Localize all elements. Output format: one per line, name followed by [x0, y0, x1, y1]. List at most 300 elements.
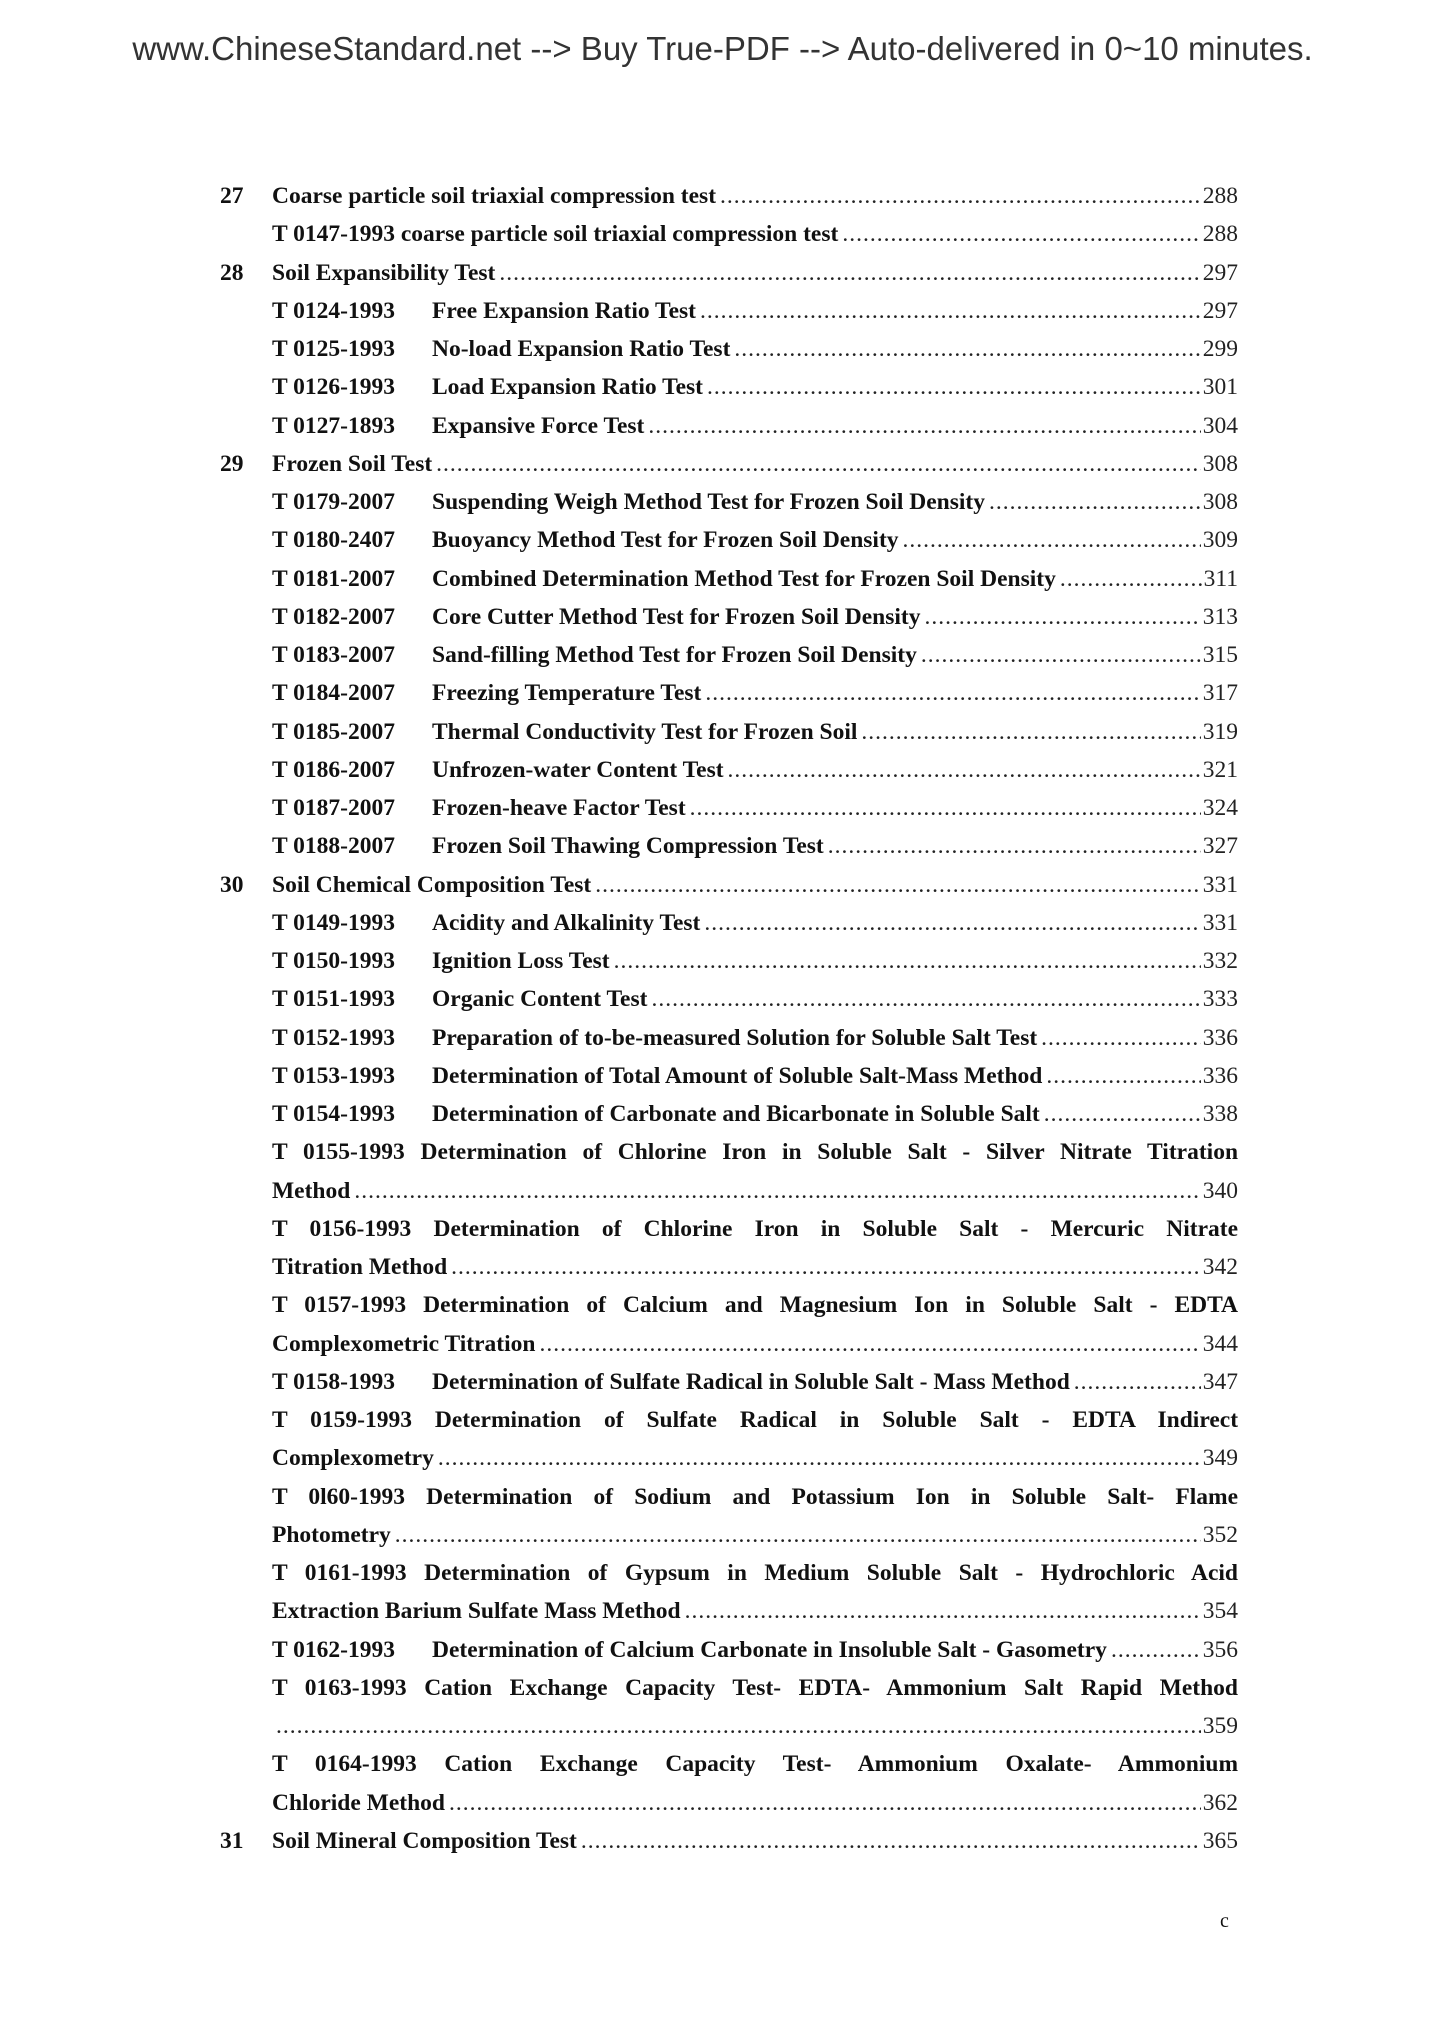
page-number: 333 [1202, 986, 1238, 1013]
entry-code: T 0l60-1993 [272, 1483, 406, 1510]
entry-content [272, 1019, 1238, 1057]
toc-entry[interactable] [220, 1363, 1238, 1401]
toc-entry-continuation[interactable] [220, 1172, 1238, 1210]
entry-title-wrap [272, 483, 985, 521]
entry-title: Cation Exchange Capacity Test- Ammonium Oxalate- Ammonium [444, 1751, 1238, 1778]
entry-code: T 0159-1993 [272, 1407, 412, 1433]
entry-title: Free Expansion Ratio Test [432, 297, 696, 324]
entry-code: T 0162-1993 [272, 1636, 395, 1663]
section-number: 28 [220, 259, 244, 286]
page-number: 349 [1202, 1445, 1238, 1472]
entry-title: Buoyancy Method Test for Frozen Soil Density [432, 527, 899, 554]
entry-code: T 0153-1993 [272, 1062, 395, 1089]
toc-entry[interactable] [220, 483, 1238, 521]
entry-title-line [272, 1401, 1238, 1439]
dot-leader [595, 866, 1201, 904]
entry-title: Determination of Carbonate and Bicarbonate in Soluble Salt [432, 1101, 1040, 1127]
dot-leader [924, 598, 1200, 636]
dot-leader [614, 942, 1201, 980]
entry-title-wrap [272, 751, 724, 789]
entry-title: Frozen Soil Thawing Compression Test [432, 833, 824, 860]
dot-leader [1060, 560, 1202, 598]
toc-entry[interactable] [220, 1210, 1238, 1248]
entry-content [272, 1363, 1238, 1401]
toc-entry[interactable] [220, 1631, 1238, 1669]
toc-entry[interactable] [220, 330, 1238, 368]
entry-title: Coarse particle soil triaxial compression test [272, 183, 717, 209]
entry-title-wrap [272, 980, 647, 1018]
entry-title-wrap [272, 407, 644, 445]
entry-content [272, 1784, 1238, 1822]
page-number: 304 [1202, 412, 1238, 439]
dot-leader [499, 254, 1200, 292]
entry-title-wrap [272, 1325, 535, 1363]
entry-title-line [272, 1478, 1238, 1516]
entry-line [272, 368, 1238, 406]
toc-entry-continuation[interactable] [220, 1784, 1238, 1822]
entry-line [272, 751, 1238, 789]
entry-line [272, 560, 1238, 598]
entry-content [272, 1439, 1238, 1477]
toc-entry[interactable] [220, 1669, 1238, 1707]
dot-leader [395, 1516, 1201, 1554]
toc-entry-continuation[interactable] [220, 1707, 1238, 1745]
dot-leader [1074, 1363, 1201, 1401]
toc-entry[interactable] [220, 751, 1238, 789]
entry-title-line [272, 1554, 1238, 1592]
entry-title: Determination of Chlorine Iron in Soluble Salt - Mercuric Nitrate [433, 1215, 1238, 1242]
page-number: 309 [1202, 527, 1238, 554]
entry-title-wrap [272, 1019, 1037, 1057]
toc-entry[interactable] [220, 1401, 1238, 1439]
entry-content [272, 1745, 1238, 1783]
entry-line [272, 598, 1238, 636]
entry-line [272, 407, 1238, 445]
section-number: 30 [220, 871, 244, 898]
toc-entry[interactable] [220, 904, 1238, 942]
entry-code: T 0179-2007 [272, 489, 395, 515]
dot-leader [438, 1439, 1201, 1477]
entry-line [272, 674, 1238, 712]
toc-entry[interactable] [220, 980, 1238, 1018]
entry-title-wrap [272, 827, 824, 865]
entry-line [272, 1172, 1238, 1210]
entry-line [272, 1095, 1238, 1133]
entry-code: T 0155-1993 [272, 1139, 405, 1166]
entry-line [272, 177, 1238, 215]
entry-content [272, 598, 1238, 636]
entry-content [272, 330, 1238, 368]
entry-title-wrap [272, 674, 701, 712]
entry-content [272, 713, 1238, 751]
entry-title: Soil Mineral Composition Test [272, 1827, 577, 1854]
entry-title-wrap [272, 1439, 434, 1477]
toc-entry[interactable] [220, 560, 1238, 598]
toc-entry[interactable] [220, 1019, 1238, 1057]
entry-title: Preparation of to-be-measured Solution for Soluble Salt Test [432, 1024, 1038, 1051]
entry-title: Determination of Sulfate Radical in Soluble Salt - EDTA Indirect [434, 1407, 1238, 1433]
entry-code: T 0157-1993 [272, 1292, 407, 1319]
entry-content [272, 521, 1238, 559]
dot-leader [581, 1822, 1201, 1860]
entry-title: Load Expansion Ratio Test [432, 374, 703, 401]
dot-leader [1046, 1057, 1200, 1095]
entry-content [272, 1669, 1238, 1707]
toc-entry-continuation[interactable] [220, 1516, 1238, 1554]
toc-entry[interactable] [220, 521, 1238, 559]
entry-content [272, 1325, 1238, 1363]
entry-line [272, 215, 1238, 253]
page-number: 362 [1202, 1789, 1238, 1816]
entry-code: T 0151-1993 [272, 986, 395, 1013]
entry-title: Determination of Sodium and Potassium Ion in Soluble Salt- Flame [426, 1483, 1238, 1510]
entry-content [272, 1095, 1238, 1133]
dot-leader [921, 636, 1201, 674]
header-banner: www.ChineseStandard.net --> Buy True-PDF --> Auto-delivered in 0~10 minutes. [132, 30, 1313, 67]
dot-leader [720, 177, 1201, 215]
entry-code: T 0149-1993 [272, 909, 395, 936]
dot-leader [651, 980, 1200, 1018]
dot-leader [707, 368, 1201, 406]
entry-line [272, 483, 1238, 521]
entry-title-wrap [272, 1822, 577, 1860]
toc-entry[interactable] [220, 1133, 1238, 1171]
entry-content [272, 483, 1238, 521]
entry-title: Freezing Temperature Test [432, 680, 702, 707]
entry-title-wrap [272, 1095, 1040, 1133]
page-number: 308 [1202, 489, 1238, 515]
toc-entry[interactable] [220, 177, 1238, 215]
entry-content [272, 1210, 1238, 1248]
entry-title-continued: Titration Method [272, 1254, 448, 1280]
entry-code: T 0124-1993 [272, 297, 395, 324]
entry-line [272, 1822, 1238, 1860]
entry-line [272, 827, 1238, 865]
dot-leader [903, 521, 1201, 559]
entry-title: Determination of Gypsum in Medium Soluble Salt - Hydrochloric Acid [424, 1560, 1238, 1586]
entry-title-wrap [272, 942, 610, 980]
entry-title-wrap [272, 789, 686, 827]
toc-entry[interactable] [220, 789, 1238, 827]
entry-line [272, 904, 1238, 942]
section-number: 31 [220, 1827, 244, 1854]
entry-content [272, 1631, 1238, 1669]
entry-line [272, 1592, 1238, 1630]
entry-content [272, 674, 1238, 712]
entry-code: T 0188-2007 [272, 833, 395, 860]
entry-title: Determination of Chlorine Iron in Soluble Salt - Silver Nitrate Titration [420, 1139, 1238, 1166]
entry-title-continued: Chloride Method [272, 1789, 445, 1816]
dot-leader [1041, 1019, 1201, 1057]
entry-content [272, 215, 1238, 253]
dot-leader [1044, 1095, 1201, 1133]
entry-title: Unfrozen-water Content Test [432, 756, 724, 783]
toc-entry-continuation[interactable] [220, 1325, 1238, 1363]
entry-title: Determination of Total Amount of Soluble Salt-Mass Method [432, 1062, 1043, 1089]
entry-line [272, 1057, 1238, 1095]
entry-content [272, 980, 1238, 1018]
entry-content [272, 866, 1238, 904]
entry-line [272, 1325, 1238, 1363]
entry-content [272, 789, 1238, 827]
entry-line [272, 1248, 1238, 1286]
page-number: 338 [1202, 1101, 1238, 1127]
entry-title: Soil Chemical Composition Test [272, 871, 592, 898]
entry-title-wrap [272, 1248, 447, 1286]
entry-title-line [272, 1669, 1238, 1707]
entry-title-wrap [272, 866, 591, 904]
entry-content [272, 1286, 1238, 1324]
entry-line [272, 942, 1238, 980]
dot-leader [648, 407, 1200, 445]
entry-title-wrap [272, 177, 716, 215]
entry-code: T 0154-1993 [272, 1101, 395, 1127]
entry-title-wrap [272, 904, 700, 942]
entry-line [272, 980, 1238, 1018]
entry-title: Expansive Force Test [432, 412, 645, 439]
entry-title-wrap [272, 330, 730, 368]
dot-leader [685, 1592, 1201, 1630]
entry-code: T 0161-1993 [272, 1560, 407, 1586]
entry-title: Determination of Calcium and Magnesium Ion in Soluble Salt - EDTA [423, 1292, 1238, 1319]
entry-content [272, 292, 1238, 330]
entry-code: T 0182-2007 [272, 603, 395, 630]
entry-line [272, 330, 1238, 368]
entry-title: Determination of Sulfate Radical in Soluble Salt - Mass Method [432, 1368, 1070, 1395]
entry-content [272, 177, 1238, 215]
dot-leader [451, 1248, 1201, 1286]
page-number: 299 [1202, 336, 1238, 362]
toc-entry[interactable] [220, 636, 1238, 674]
dot-leader [734, 330, 1200, 368]
entry-title-wrap [272, 713, 857, 751]
dot-leader [690, 789, 1201, 827]
entry-line [272, 636, 1238, 674]
entry-title-wrap [272, 636, 917, 674]
entry-title-line [272, 1745, 1238, 1783]
page-number: 288 [1202, 183, 1238, 209]
toc-entry[interactable] [220, 1057, 1238, 1095]
entry-title-wrap [272, 598, 920, 636]
dot-leader [842, 215, 1200, 253]
section-number: 27 [220, 183, 244, 209]
entry-content [272, 1172, 1238, 1210]
entry-code: T 0156-1993 [272, 1215, 412, 1242]
page-number: 311 [1203, 565, 1238, 592]
entry-title-wrap [272, 1592, 681, 1630]
toc-entry[interactable] [220, 827, 1238, 865]
entry-content [272, 942, 1238, 980]
dot-leader [1111, 1631, 1201, 1669]
dot-leader [989, 483, 1201, 521]
page-number: 288 [1202, 221, 1238, 248]
entry-title-wrap [272, 445, 432, 483]
toc-entry[interactable] [220, 254, 1238, 292]
entry-title-continued: Photometry [272, 1521, 391, 1548]
entry-line [272, 1363, 1238, 1401]
entry-line [272, 254, 1238, 292]
page-number: 331 [1202, 871, 1238, 898]
entry-title-continued: Method [272, 1177, 351, 1204]
entry-code: T 0163-1993 [272, 1674, 407, 1701]
entry-title: Soil Expansibility Test [272, 259, 496, 286]
page-number: 344 [1202, 1330, 1238, 1357]
entry-content [272, 1478, 1238, 1516]
page-number: 365 [1202, 1827, 1238, 1854]
entry-title-wrap [272, 560, 1056, 598]
entry-title-wrap [272, 254, 495, 292]
entry-content [272, 751, 1238, 789]
entry-content [272, 1401, 1238, 1439]
entry-content [272, 1057, 1238, 1095]
page-number: 297 [1202, 259, 1238, 286]
entry-title-wrap [272, 292, 696, 330]
entry-content [272, 827, 1238, 865]
entry-code: T 0187-2007 [272, 795, 395, 821]
entry-content [272, 1554, 1238, 1592]
dot-leader [354, 1172, 1200, 1210]
entry-code: T 0150-1993 [272, 948, 395, 974]
entry-title-continued: Extraction Barium Sulfate Mass Method [272, 1598, 681, 1625]
entry-title: Ignition Loss Test [432, 948, 610, 974]
entry-title: Cation Exchange Capacity Test- EDTA- Ammonium Salt Rapid Method [424, 1674, 1238, 1701]
entry-title-wrap [272, 1363, 1070, 1401]
entry-code: T 0164-1993 [272, 1751, 417, 1778]
page-number: 301 [1202, 374, 1238, 401]
entry-content [272, 1592, 1238, 1630]
page-number: 324 [1202, 795, 1238, 821]
entry-code: T 0185-2007 [272, 718, 395, 745]
entry-title: Thermal Conductivity Test for Frozen Soil [432, 718, 858, 745]
page-number: 327 [1202, 833, 1238, 860]
toc-entry[interactable] [220, 215, 1238, 253]
entry-line [272, 1707, 1238, 1745]
dot-leader [449, 1784, 1201, 1822]
entry-line [272, 866, 1238, 904]
entry-code: T 0126-1993 [272, 374, 395, 401]
entry-content [272, 445, 1238, 483]
dot-leader [728, 751, 1201, 789]
entry-code: T 0186-2007 [272, 756, 395, 783]
entry-line [272, 1516, 1238, 1554]
toc-entry[interactable] [220, 942, 1238, 980]
dot-leader [705, 674, 1200, 712]
entry-title-line [272, 1133, 1238, 1171]
page-number: 347 [1202, 1368, 1238, 1395]
toc-entry[interactable] [220, 1554, 1238, 1592]
entry-line [272, 521, 1238, 559]
entry-title-wrap [272, 215, 838, 253]
entry-content [272, 1822, 1238, 1860]
entry-title-line [272, 1210, 1238, 1248]
toc-entry[interactable] [220, 866, 1238, 904]
toc-entry[interactable] [220, 292, 1238, 330]
entry-line [272, 445, 1238, 483]
page-number: 308 [1202, 450, 1238, 477]
entry-title-wrap [272, 1516, 391, 1554]
entry-content [272, 1248, 1238, 1286]
entry-title: Acidity and Alkalinity Test [432, 909, 701, 936]
page-number: 332 [1202, 948, 1238, 974]
dot-leader [861, 713, 1200, 751]
toc-entry-continuation[interactable] [220, 1248, 1238, 1286]
page-number: 356 [1202, 1636, 1238, 1663]
toc-entry-continuation[interactable] [220, 1592, 1238, 1630]
toc-entry[interactable] [220, 1478, 1238, 1516]
page-number: 297 [1202, 297, 1238, 324]
page-number: 336 [1202, 1062, 1238, 1089]
toc-entry[interactable] [220, 713, 1238, 751]
entry-title-wrap [272, 368, 703, 406]
entry-content [272, 560, 1238, 598]
entry-line [272, 713, 1238, 751]
page-number: 359 [1202, 1713, 1238, 1739]
entry-line [272, 789, 1238, 827]
entry-title: Frozen Soil Test [272, 450, 433, 477]
entry-line [272, 292, 1238, 330]
page-number: 319 [1202, 718, 1238, 745]
table-of-contents [220, 177, 1238, 1860]
section-number: 29 [220, 450, 244, 477]
page-number: 340 [1202, 1177, 1238, 1204]
page-footer: c [1220, 1910, 1229, 1932]
dot-leader [436, 445, 1201, 483]
page-number: 352 [1202, 1521, 1238, 1548]
toc-entry[interactable] [220, 1286, 1238, 1324]
entry-title: Sand-filling Method Test for Frozen Soil Density [432, 642, 917, 668]
toc-entry[interactable] [220, 674, 1238, 712]
page-number: 317 [1202, 680, 1238, 707]
page-number: 336 [1202, 1024, 1238, 1051]
entry-line [272, 1631, 1238, 1669]
entry-title-continued: Complexometric Titration [272, 1330, 536, 1357]
entry-title: Frozen-heave Factor Test [432, 795, 686, 821]
entry-content [272, 368, 1238, 406]
entry-line [272, 1019, 1238, 1057]
toc-entry[interactable] [220, 598, 1238, 636]
toc-entry[interactable] [220, 1822, 1238, 1860]
page-number: 331 [1202, 909, 1238, 936]
toc-entry[interactable] [220, 445, 1238, 483]
entry-title-line [272, 1286, 1238, 1324]
toc-entry[interactable] [220, 1095, 1238, 1133]
entry-content [272, 407, 1238, 445]
entry-title: Core Cutter Method Test for Frozen Soil Density [432, 603, 921, 630]
dot-leader [276, 1707, 1201, 1745]
dot-leader [700, 292, 1201, 330]
page-number: 342 [1202, 1254, 1238, 1280]
entry-title: T 0147-1993 coarse particle soil triaxial compression test [272, 221, 839, 248]
entry-title: No-load Expansion Ratio Test [432, 336, 731, 362]
toc-entry[interactable] [220, 368, 1238, 406]
toc-entry[interactable] [220, 407, 1238, 445]
entry-title-wrap [272, 1057, 1042, 1095]
entry-code: T 0180-2407 [272, 527, 395, 554]
entry-line [272, 1439, 1238, 1477]
entry-content [272, 636, 1238, 674]
entry-code: T 0127-1893 [272, 412, 395, 439]
entry-title-wrap [272, 521, 899, 559]
entry-title: Organic Content Test [432, 986, 648, 1013]
entry-content [272, 254, 1238, 292]
entry-content [272, 1516, 1238, 1554]
dot-leader [704, 904, 1200, 942]
page-number: 313 [1202, 603, 1238, 630]
entry-code: T 0183-2007 [272, 642, 395, 668]
toc-entry[interactable] [220, 1745, 1238, 1783]
entry-code: T 0181-2007 [272, 565, 395, 592]
toc-entry-continuation[interactable] [220, 1439, 1238, 1477]
